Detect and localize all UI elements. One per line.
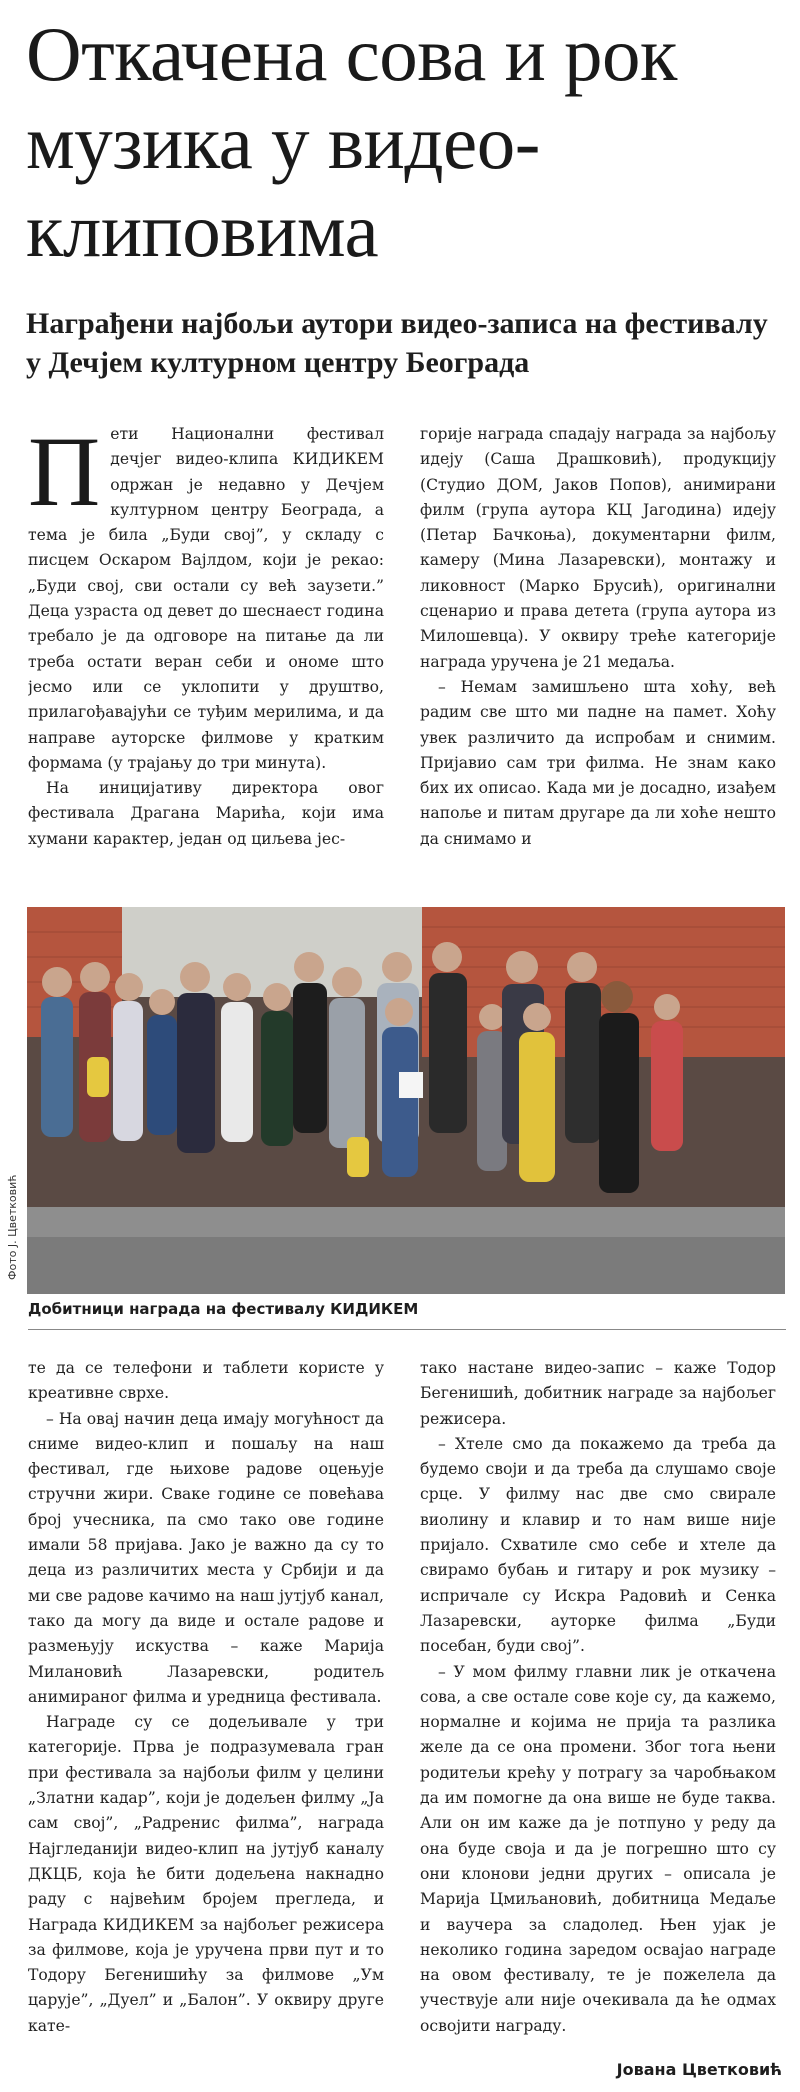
article-photo bbox=[27, 907, 785, 1294]
drop-cap: П bbox=[28, 422, 101, 527]
photo-credit: Фото Ј. Цветковић bbox=[6, 1174, 19, 1280]
paragraph: ети Национални фестивал дечјег видео-клипа КИДИКЕМ одржан је недавно у Дечјем културном центру Београда, а тема је била „Буди свој”, у складу с писцем Оскаром Вајлдом, који је рекао: „Буди свој, сви остали су већ заузети.” Деца узраста од девет до шеснаест година требало је да одговоре на питање да ли треба остати веран себи и ономе што јесмо или се уклопити у друштво, прилагођавајући се туђим мерилима, и да направе ауторске филмове у кратким формама (у трајању до три минута). bbox=[28, 425, 384, 772]
article-headline: Откачена сова и рок музика у видео-клиповима bbox=[26, 11, 677, 273]
article-author: Јована Цветковић bbox=[616, 2060, 782, 2079]
paragraph: – Хтеле смо да покажемо да треба да будемо своји и да треба да слушамо своје срце. У филму нас две смо свирале виолину и клавир и то нам више није пријало. Схватиле смо себе и хтеле да свирамо бубањ и гитару и рок музику – испричале су Искра Радовић и Сенка Лазаревски, ауторке филма „Буди посебан, буди свој”. bbox=[420, 1434, 776, 1656]
text-column-2 bbox=[420, 422, 776, 884]
article-subhead: Награђени најбољи аутори видео-записа на фестивалу у Дечјем културном центру Београда bbox=[26, 307, 768, 379]
paragraph: На иницијативу директора овог фестивала Драгана Марића, који има хумани карактер, један од циљева јес- bbox=[28, 779, 384, 848]
paragraph: – Немам замишљено шта хоћу, већ радим све што ми падне на памет. Хоћу увек различито да испробам и снимим. Пријавио сам три филма. Не знам како бих их описао. Када ми је досадно, изађем напоље и питам другаре да ли хоће нешто да снимамо и bbox=[420, 677, 776, 848]
paragraph: – На овај начин деца имају могућност да сниме видео-клип и пошаљу на наш фестивал, где њихове радове оцењује стручни жири. Сваке године се повећава број учесника, па смо тако ове године имали 58 пријава. Јако је важно да су то деца из различитих места у Србији и да ми све радове качимо на наш јутјуб канал, тако да могу да виде и остале радове и размењују искуства – каже Марија Милановић Лазаревски, родитељ анимираног филма и уредница фестивала. bbox=[28, 1409, 384, 1706]
paragraph: Награде су се додељивале у три категорије. Прва је подразумевала гран при фестивала за најбољи филм у целини „Златни кадар”, који је додељен филму „Ја сам свој”, „Радренис филма”, награда Најгледанији видео-клип на јутјуб каналу ДКЦБ, која ће бити додељена накнадно раду с највећим бројем прегледа, и Награда КИДИКЕМ за најбољег режисера за филмове, која је уручена први пут и то Тодору Бегенишићу за филмове „Ум царује”, „Дуел” и „Балон”. У оквиру друге кате- bbox=[28, 1713, 384, 2035]
paragraph: – У мом филму главни лик је откачена сова, а све остале сове које су, да кажемо, нормалне и којима не прија та разлика желе да се она промени. Због тога њени родитељи крећу у потрагу за чаробњаком да им помогне да она више не буде таква. Али он им каже да је потпуно у реду да она буде своја и да је погрешно што су они клонови једни других – описала је Марија Цмиљановић, добитница Медаље и ваучера за сладолед. Њен ујак је неколико година заредом освајао награде на овом фестивалу, те је пожелела да учествује али није очекивала да ће одмах освојити награду. bbox=[420, 1662, 776, 2035]
paragraph: тако настане видео-запис – каже Тодор Бегенишић, добитник награде за најбољег режисера. bbox=[420, 1359, 776, 1428]
group-photo-illustration bbox=[27, 907, 785, 1294]
text-column-1 bbox=[28, 422, 384, 884]
paragraph: те да се телефони и таблети користе у креативне сврхе. bbox=[28, 1359, 384, 1403]
divider bbox=[28, 1329, 786, 1330]
text-column-4 bbox=[420, 1356, 776, 2056]
paragraph: горије награда спадају награда за најбољу идеју (Саша Драшковић), продукцију (Студио ДОМ, Јаков Попов), анимирани филм (група аутора КЦ Јагодина) идеју (Петар Бачкоња), документарни филм, камеру (Мина Лазаревски), монтажу и ликовност (Марко Брусић), оригинални сценарио и права детета (група аутора из Милошевца). У оквиру треће категорије награда уручена је 21 медаља. bbox=[420, 425, 776, 671]
text-column-3 bbox=[28, 1356, 384, 2078]
photo-caption: Добитници награда на фестивалу КИДИКЕМ bbox=[28, 1300, 419, 1318]
